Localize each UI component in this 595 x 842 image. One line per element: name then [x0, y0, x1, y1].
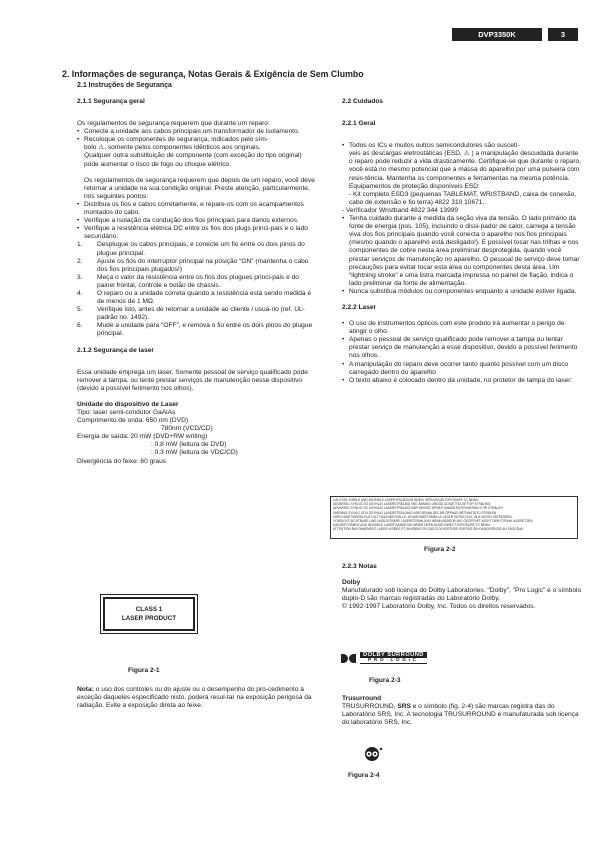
heading-trusurround: Trusurround [342, 695, 382, 702]
spec-line: Comprimento de onda: 650 nm (DVD) [77, 417, 189, 425]
page-header [452, 28, 582, 41]
note: Nota: o uso dos controles ou do ajuste ou o desempenho do pro-cedimento à exceção daqueles especificado nisto, poderá resul-tar na exposição perigosa da radiação. Evite a exposição direta ao feixe. [77, 686, 312, 710]
left-column [77, 98, 317, 466]
notes-block [342, 563, 582, 611]
spec-line: Divergência do feixe: 60 graus [77, 457, 167, 465]
page-number: 3 [548, 28, 578, 41]
paragraph: TRUSURROUND, SRS e o símbolo (fig. 2-4) são marcas registra das do Laboratório SRS, Inc. A tecnologia TRUSURROUND é manufaturada sob licença do laboratório SRS, Inc. [342, 703, 579, 727]
numbered-item: 1. Desplugue os cabos principais, e conecte um fio entre os dois pinos do plugue principal. [77, 241, 305, 257]
paragraph: © 1992-1997 Laboratório Dolby, Inc. Todos os direitos reservados. [342, 603, 536, 611]
laser-class-label [103, 597, 195, 631]
heading-cuidados: 2.2 Cuidados [342, 98, 384, 105]
bullet-item: • Verifique a resistência elétrica DC entre os fios dos plugs princi-pais e o lado secundário: [77, 225, 317, 241]
paragraph: Manufaturado sob licença do Dolby Laboratories. "Dolby", "Pro Logic" e o símbolo duplo-D são marcas registradas do Laboratório Dolby. [342, 587, 582, 603]
prologic-text: PRO·LOGIC [360, 658, 427, 664]
bullet-item: • Todos os ICs e muitos outros semicondutores são suscetí- veis as descargas eletrostáticas (ESD, ⚠ ) a manipulação descuidada durante o reparo pode reduzir a vida drasticamente. Certifique-se que durante o reparo, você está no mesmo potencial que a massa do aparelho por uma pulseira com resis-tência. Mantenha os componentes e ferramentas na mesma potência. Equipamentos de proteção disponíveis ESD: [342, 142, 582, 191]
numbered-item: 4. O reparo ou a unidade correta quando a resistência está sendo medida é de menos de 1 MΩ. [77, 289, 312, 306]
spec-line: Tipo: laser semi-condutor GaAlAs [77, 409, 176, 416]
figure-caption: Figura 2-2 [424, 546, 456, 553]
dolby-logo-text: DOLBY SURROUND [360, 652, 427, 658]
kit-line: - Kit completo ESD3 (pequenas TABLEMAT, WRISTBAND, caixa de conexão, cabo de extensão e fio terra) 4822 310 10671. [349, 190, 577, 206]
heading-laser-unit: Unidade do dispositivo de Laser [77, 400, 179, 408]
spec-line: : 0.8 mW (leitura de DVD) [151, 441, 227, 449]
right-column [342, 98, 582, 385]
numbered-item: 5. Verifique isto, antes de retornar a unidade ao cliente / usuá-rio (ref. UL- padrão no. 1492). [77, 306, 305, 322]
numbered-item: 6. Mude a unidade para “OFF”, e remova o fio entre os dois pinos do plugue principal. [77, 322, 313, 338]
figure-caption: Figura 2-1 [128, 667, 160, 674]
laser-warning-label: CAUTION VISIBLE AND INVISIBLE LASER RADIATION WHEN OPEN AVOID EXPOSURE TO BEAM ADVARSEL SYNLIG OG USYNLIG LASERSTRÅLING VED ÅBNING UNDGÅ UDSÆTTELSE FOR STRÅLING ADVARSEL SYNLIG OG USYNLIG LASERSTRÅLING NÅR DEKSEL ÅPNES UNNGÅ EKSPONERING FOR STRÅLEN VARNING SYNLIG OCH OSYNLIG LASERSTRÅLNING NÄR DENNA DEL ÄR ÖPPNAD BETRAKTA EJ STRÅLEN VARO! AVATTAESSA OLET ALTTIINA NÄKYVÄLLE JA NÄKYMÄTTÖMÄLLE LASER SÄTEILYLLE. ÄLÄ KATSO SÄTEESEEN VORSICHT SICHTBARE UND UNSICHTBARE LASERSTRAHLUNG WENN ABDECKUNG GEÖFFNET NICHT DEM STRAHL AUSSETZEN DANGER VISIBLE AND INVISIBLE LASER RADIATION WHEN OPEN AVOID DIRECT EXPOSURE TO BEAM ATTENTION RAYONNEMENT LASER VISIBLE ET INVISIBLE EN CAS D'OUVERTURE EXPOSITION DANGEREUSE AU FAISCEAU [330, 496, 578, 539]
heading-geral: 2.2.1 Geral [342, 120, 376, 128]
paragraph: Os regulamentos de segurança requerem que depois de um reparo, você deve retornar a unidade na sua condição original. Preste atenção, particularmente, nos seguintes pontos: [84, 176, 315, 200]
note-block [77, 686, 317, 710]
paragraph: Essa unidade emprega um laser. Somente pessoal de serviço qualificado pode remover a tampa, ou tente prestar serviços de manutenção nesse dispositivo (devido a possível ferimento nos olhos). [77, 368, 308, 392]
numbered-item: 2. Ajuste os fios do interruptor principal na posição “ON” (mantenha o cabo dos fios principais plugados!) [77, 257, 309, 273]
bullet-item: • A manipulação do reparo deve ocorrer tanto quanto possível com um disco carregado dentro do aparelho [342, 361, 582, 377]
section-title: 2. Informações de segurança, Notas Gerais & Exigência de Sem Clumbo [62, 69, 364, 79]
paragraph: Os regulamentos de segurança requerem que durante um reparo: [77, 120, 270, 128]
srs-logo-icon [363, 746, 383, 762]
heading-notas: 2.2.3 Notas [342, 563, 377, 570]
trusurround-block [342, 695, 582, 727]
bullet-item: • Nunca substitua módulos ou componentes enquanto a unidade estiver ligada. [342, 288, 582, 296]
heading-dolby: Dolby [342, 579, 361, 587]
bullet-item: • Distribua os fios e cabos corretamente, e repare-os com os acampamentos montados do cabo. [77, 201, 317, 217]
spec-line: : 0.3 mW (leitura de VDC/CD) [151, 449, 238, 457]
kit-line: - Verificador Wristband 4822 344 13999 [342, 206, 459, 214]
dolby-logo [341, 652, 427, 664]
bullet-item: • Tenha cuidado durante a medida da seção viva da tensão. O lado primário da fonte de energia (pos. 105), incluindo o dissi-pador de calor, carrega a tensão viva dos fios principais quando você conecta o aparelho nos fios principais (mesmo quando o aparelho está desligado!). E possível tocar nas trilhas e nos componentes de cobre nesta área preliminar desprotegida, quando você prestar serviços de manutenção no aparelho. O pessoal de serviço deve tomar precauções para evitar tocar esta área ou componentes desta área. Um “lightning stroke” e uma listra marcada impressa no painel de fiação, indica o lado preliminar da fonte de alimentação. [342, 215, 582, 288]
spec-line: 780nm (VCD/CD) [161, 425, 213, 433]
figure-caption: Figura 2-3 [369, 677, 401, 684]
heading-laser: 2.2.2 Laser [342, 303, 377, 311]
heading-seguranca-laser: 2.1.2 Segurança de laser [77, 346, 154, 354]
label-line-2: LASER PRODUCT [121, 615, 177, 622]
bullet-item: • O texto abaixo é colocado dentro da unidade, no protetor de tampa do laser: [342, 377, 582, 385]
label-line-1: CLASS 1 [135, 606, 163, 613]
heading-seguranca-geral: 2.1.1 Segurança geral [77, 98, 145, 105]
bullet-item: • Apenas o pessoal de serviço qualificado pode remover a tampa ou tentar prestar serviço de manutenção a esse dispositivo, devido a possível ferimento nos olhos. [342, 336, 582, 360]
double-d-icon [341, 654, 356, 663]
bullet-item: • O uso de instrumentos ópticos com este produto irá aumentar o perigo de atingir o olho. [342, 320, 582, 336]
model-label: DVP3350K [452, 28, 542, 41]
section-subtitle: 2.1 Instruções de Segurança [77, 82, 172, 89]
bullet-item: • Verifique a isolação da condução dos fios principais para danos externos. [77, 217, 317, 225]
bullet-item: • Recoloque os componentes de segurança, indicados pelo sím- bolo ⚠, somente pelos componentes idênticos aos originais. Qualquer outra substituição de componente (com exceção do tipo original) pode aumentar o risco de fogo ou choque elétrico. [77, 136, 317, 168]
spec-line: Energia de saída: 20 mW (DVD+RW writing) [77, 433, 208, 441]
figure-caption: Figura 2-4 [348, 772, 380, 779]
bullet-item: • Conecte a unidade aos cabos principais um transformador de isolamento. [77, 128, 317, 136]
numbered-item: 3. Meça o valor da resistência entre os fios dos plugues princi-pais e do painel frontal, controle e botão de chassis. [77, 273, 299, 289]
